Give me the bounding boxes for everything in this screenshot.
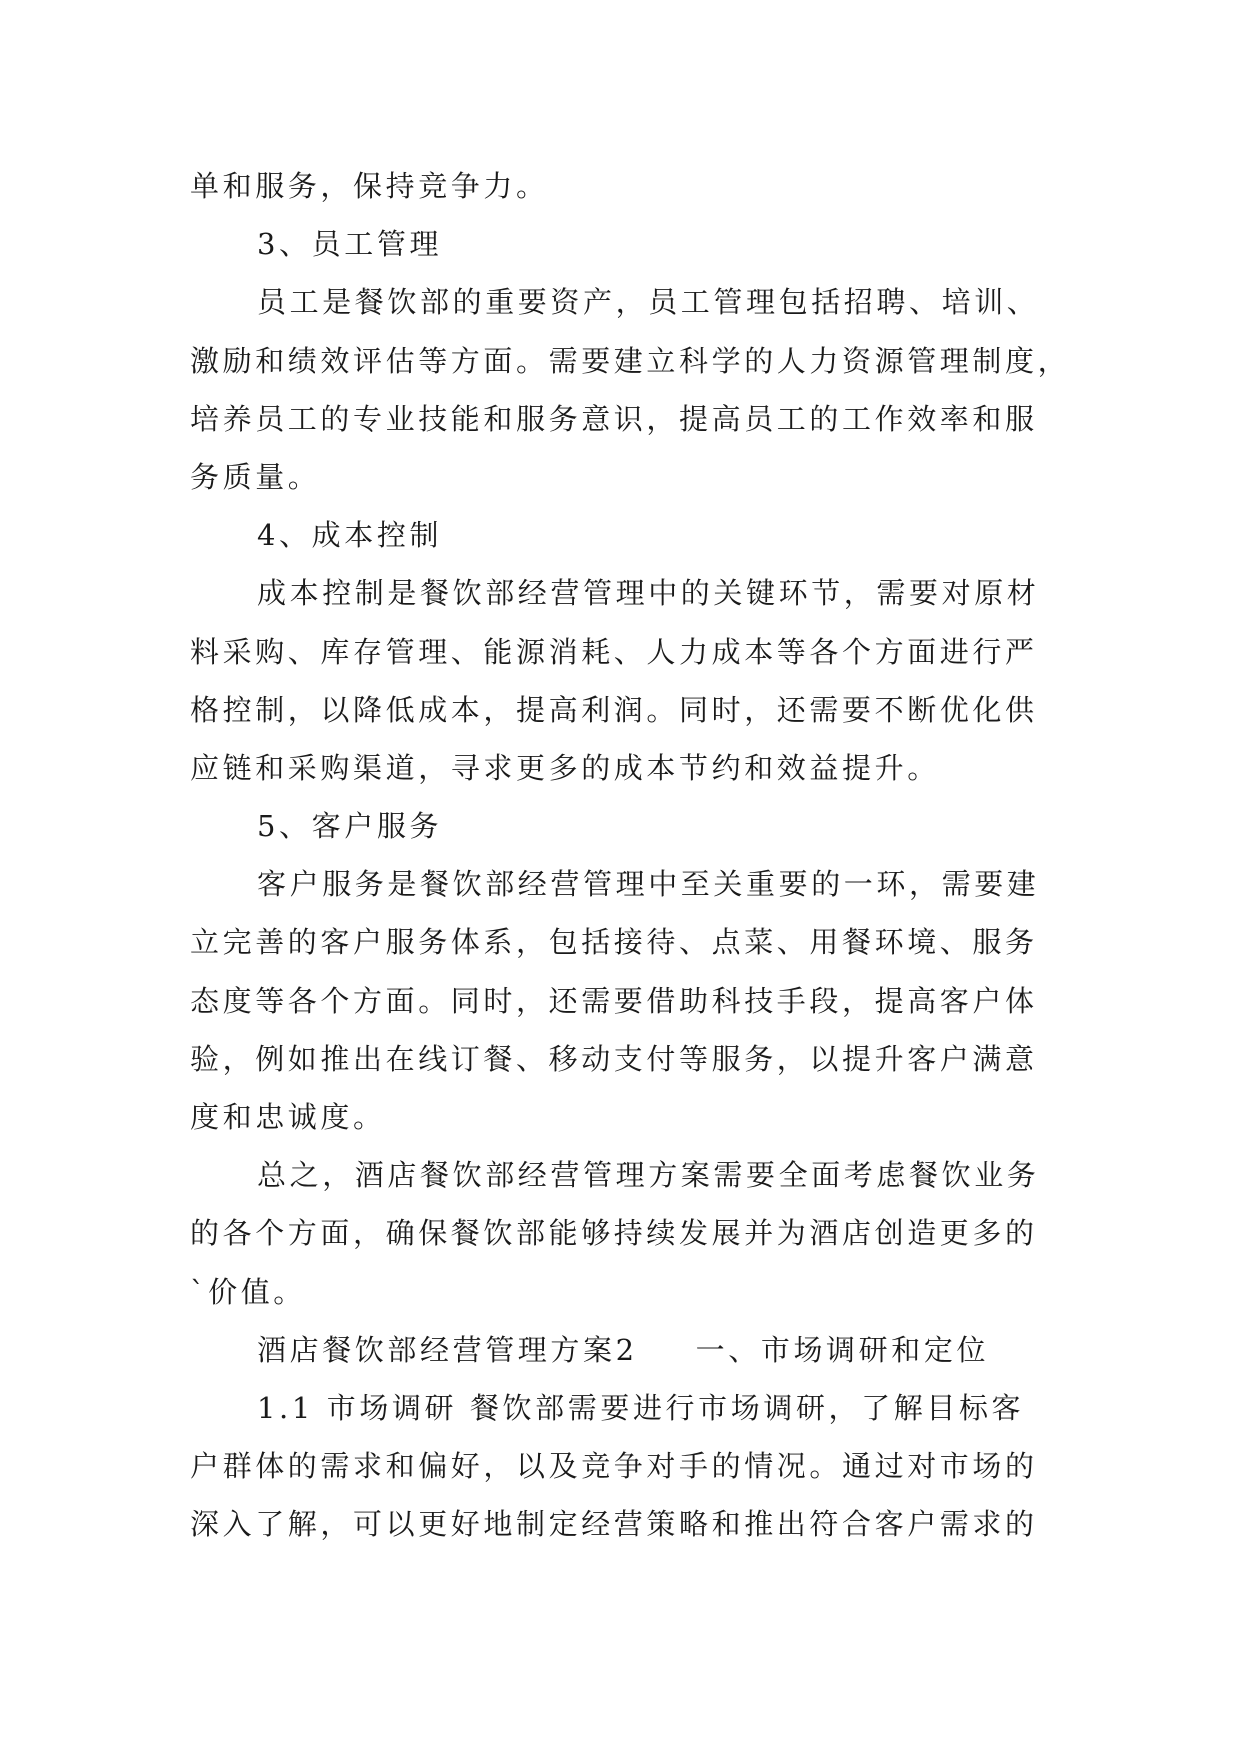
subheading-staff-management: 3、员工管理: [257, 227, 443, 262]
text-line: 深入了解，可以更好地制定经营策略和推出符合客户需求的: [190, 1507, 1038, 1542]
text-line: 立完善的客户服务体系，包括接待、点菜、用餐环境、服务: [190, 925, 1038, 960]
text-line: 员工是餐饮部的重要资产，员工管理包括招聘、培训、: [257, 285, 1040, 320]
section-heading: [190, 1321, 1080, 1379]
section-title: 酒店餐饮部经营管理方案2: [257, 1332, 638, 1367]
text-line: 格控制，以降低成本，提高利润。同时，还需要不断优化供: [190, 692, 1038, 727]
text-line: 的各个方面，确保餐饮部能够持续发展并为酒店创造更多的: [190, 1216, 1038, 1251]
text-line: 成本控制是餐饮部经营管理中的关键环节，需要对原材: [257, 576, 1040, 611]
text-line: 激励和绩效评估等方面。需要建立科学的人力资源管理制度，: [190, 343, 1071, 378]
text-line: 务质量。: [190, 459, 321, 494]
document-body: [190, 157, 1080, 1554]
text-line: 培养员工的专业技能和服务意识，提高员工的工作效率和服: [190, 401, 1038, 436]
subheading-customer-service: 5、客户服务: [257, 809, 443, 844]
section-subtitle: 一、市场调研和定位: [695, 1332, 990, 1367]
text-line: 单和服务，保持竞争力。: [190, 169, 549, 203]
text-line: 料采购、库存管理、能源消耗、人力成本等各个方面进行严: [190, 634, 1038, 669]
text-line: 验，例如推出在线订餐、移动支付等服务，以提升客户满意: [190, 1041, 1038, 1076]
text-line: 客户服务是餐饮部经营管理中至关重要的一环，需要建: [257, 867, 1040, 902]
subheading-cost-control: 4、成本控制: [257, 518, 443, 553]
text-line: 户群体的需求和偏好，以及竞争对手的情况。通过对市场的: [190, 1449, 1038, 1484]
text-line: 度和忠诚度。: [190, 1100, 386, 1134]
text-line: 1.1 市场调研 餐饮部需要进行市场调研，了解目标客: [257, 1390, 1025, 1425]
text-line: 应链和采购渠道，寻求更多的成本节约和效益提升。: [190, 750, 940, 785]
text-line: 总之，酒店餐饮部经营管理方案需要全面考虑餐饮业务: [257, 1158, 1040, 1193]
text-line: 态度等各个方面。同时，还需要借助科技手段，提高客户体: [190, 983, 1038, 1018]
text-line: `价值。: [190, 1274, 306, 1309]
